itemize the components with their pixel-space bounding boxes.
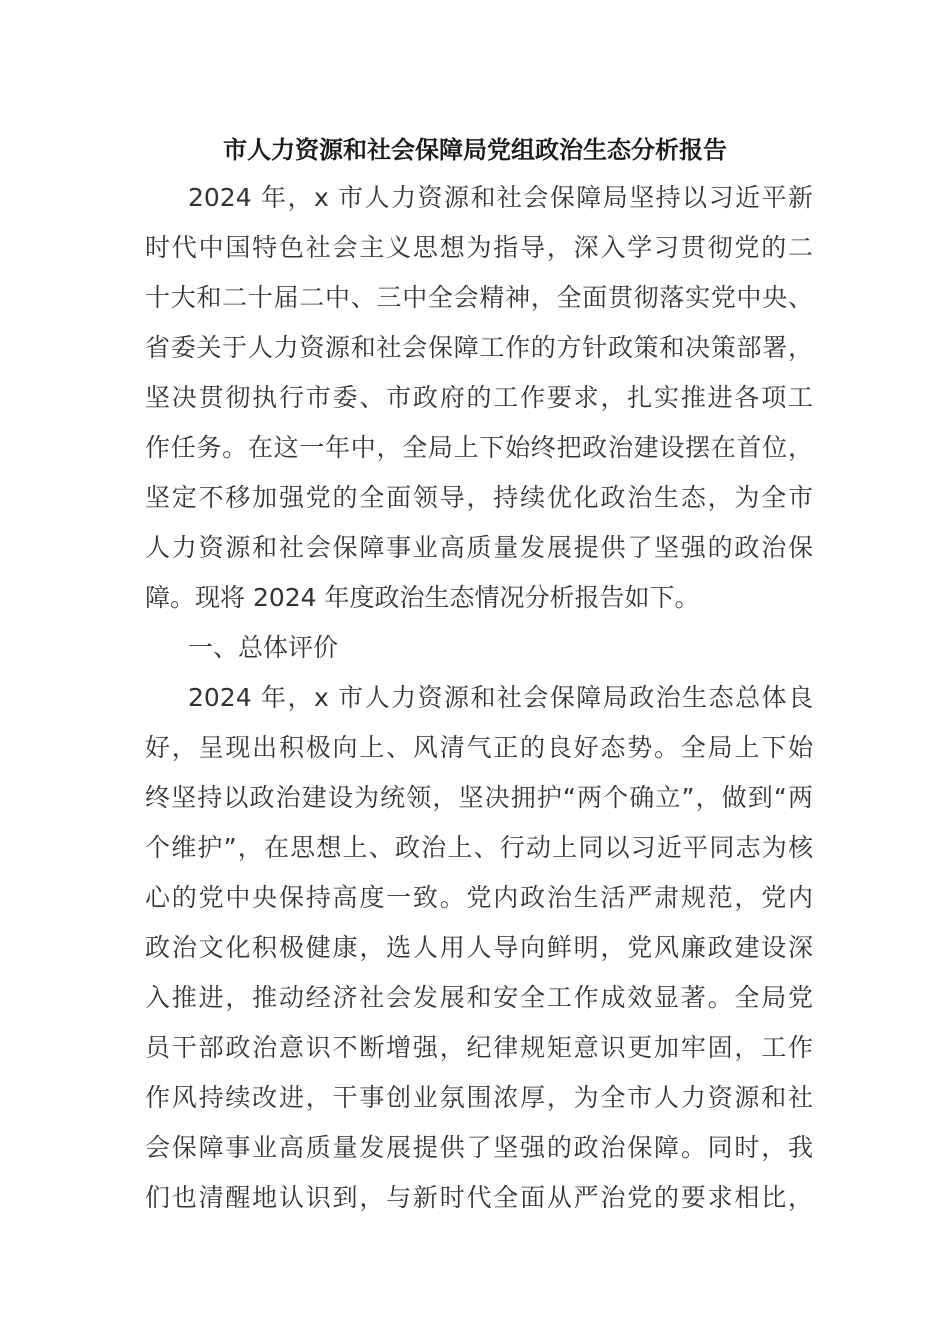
paragraph-2-line: 心的党中央保持高度一致。党内政治生活严肃规范，党内 [145, 883, 813, 912]
paragraph-1-line: 坚定不移加强党的全面领导，持续优化政治生态，为全市 [145, 483, 813, 512]
paragraph-1-line: 坚决贯彻执行市委、市政府的工作要求，扎实推进各项工 [145, 383, 813, 412]
paragraph-2-line: 会保障事业高质量发展提供了坚强的政治保障。同时，我 [145, 1133, 813, 1162]
paragraph-2-line: 作风持续改进，干事创业氛围浓厚，为全市人力资源和社 [145, 1083, 813, 1112]
paragraph-2-line: 个维护”，在思想上、政治上、行动上同以习近平同志为核 [145, 833, 813, 862]
paragraph-2-line: 们也清醒地认识到，与新时代全面从严治党的要求相比， [145, 1183, 813, 1212]
paragraph-1-line: 作任务。在这一年中，全局上下始终把政治建设摆在首位， [145, 433, 813, 462]
paragraph-1-line: 十大和二十届二中、三中全会精神，全面贯彻落实党中央、 [145, 283, 813, 312]
paragraph-2-line: 政治文化积极健康，选人用人导向鲜明，党风廉政建设深 [145, 933, 813, 962]
paragraph-2-line: 员干部政治意识不断增强，纪律规矩意识更加牢固，工作 [145, 1033, 813, 1062]
paragraph-1-line: 时代中国特色社会主义思想为指导，深入学习贯彻党的二 [145, 233, 813, 262]
paragraph-1-line: 省委关于人力资源和社会保障工作的方针政策和决策部署， [145, 333, 813, 362]
document-body [145, 173, 813, 1223]
paragraph-2-line: 2024 年，x 市人力资源和社会保障局政治生态总体良 [188, 683, 813, 712]
document-title: 市人力资源和社会保障局党组政治生态分析报告 [223, 136, 727, 164]
paragraph-1-line: 障。现将 2024 年度政治生态情况分析报告如下。 [145, 583, 700, 612]
paragraph-2-line: 入推进，推动经济社会发展和安全工作成效显著。全局党 [145, 983, 813, 1012]
paragraph-2-line: 好，呈现出积极向上、风清气正的良好态势。全局上下始 [145, 733, 813, 762]
paragraph-2-line: 终坚持以政治建设为统领，坚决拥护“两个确立”，做到“两 [145, 783, 813, 812]
paragraph-1-line: 人力资源和社会保障事业高质量发展提供了坚强的政治保 [145, 533, 813, 562]
paragraph-1-line: 2024 年，x 市人力资源和社会保障局坚持以习近平新 [188, 183, 813, 212]
section-heading-overall-evaluation: 一、总体评价 [188, 633, 339, 662]
